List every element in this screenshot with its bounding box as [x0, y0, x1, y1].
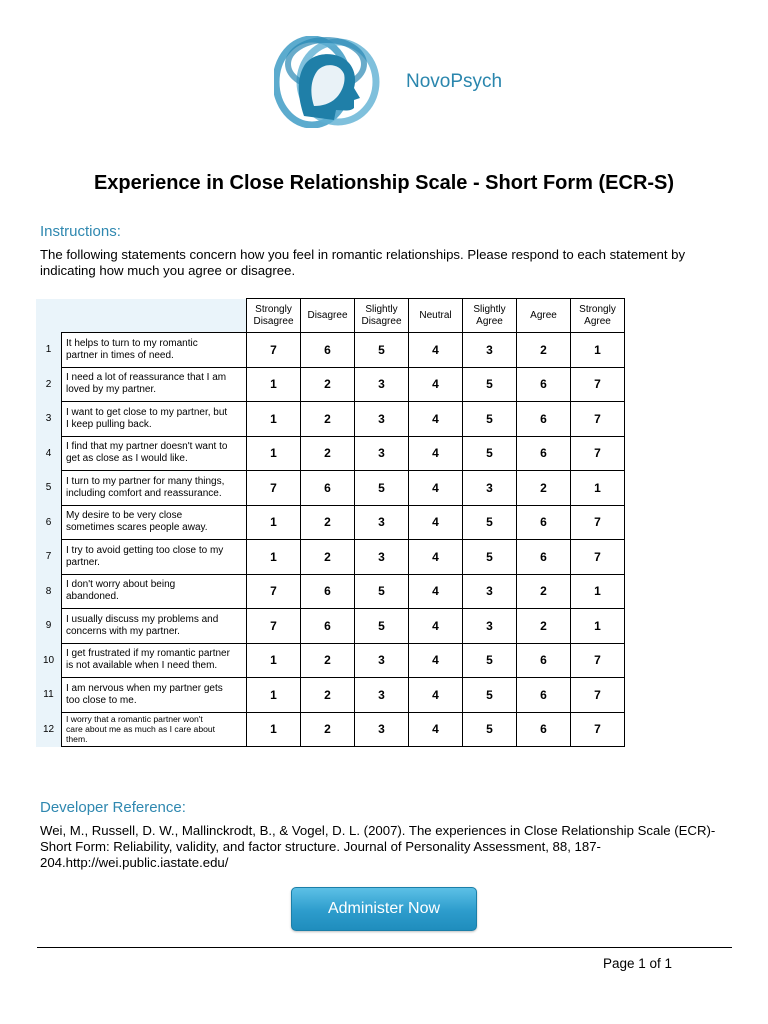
score-option[interactable]: 7: [247, 471, 301, 506]
head-profile-icon: [274, 36, 380, 128]
score-option[interactable]: 4: [409, 505, 463, 540]
score-option[interactable]: 5: [463, 712, 517, 747]
score-option[interactable]: 4: [409, 471, 463, 506]
table-row: [36, 712, 625, 747]
instructions-heading: Instructions:: [40, 223, 121, 240]
score-option[interactable]: 4: [409, 678, 463, 713]
score-option[interactable]: 4: [409, 436, 463, 471]
score-option[interactable]: 3: [463, 574, 517, 609]
table-row: [36, 471, 625, 506]
statement-line: I find that my partner doesn't want to: [66, 441, 228, 453]
score-option[interactable]: 3: [355, 678, 409, 713]
score-option[interactable]: 1: [247, 436, 301, 471]
statement-line: sometimes scares people away.: [66, 522, 208, 534]
score-option[interactable]: 6: [517, 367, 571, 402]
score-option[interactable]: 7: [571, 436, 625, 471]
score-option[interactable]: 5: [463, 402, 517, 437]
statement-line: partner.: [66, 556, 100, 568]
statement-line: loved by my partner.: [66, 384, 157, 396]
score-option[interactable]: 2: [517, 333, 571, 368]
item-number: 12: [36, 712, 62, 747]
score-option[interactable]: 4: [409, 540, 463, 575]
table-row: [36, 574, 625, 609]
statement-line: I usually discuss my problems and: [66, 613, 219, 625]
administer-now-button[interactable]: Administer Now: [291, 887, 477, 931]
score-option[interactable]: 4: [409, 333, 463, 368]
header-blank-cell: [36, 299, 247, 333]
score-option[interactable]: 2: [517, 471, 571, 506]
column-header: Disagree: [301, 299, 355, 333]
score-option[interactable]: 3: [355, 643, 409, 678]
statement-line: I worry that a romantic partner won't: [66, 714, 203, 725]
score-option[interactable]: 2: [517, 609, 571, 644]
statement-line: too close to me.: [66, 694, 137, 706]
score-option[interactable]: 7: [571, 712, 625, 747]
statement-line: I keep pulling back.: [66, 418, 152, 430]
novopsych-logo: [274, 36, 380, 128]
score-option[interactable]: 4: [409, 402, 463, 437]
score-option[interactable]: 2: [301, 678, 355, 713]
statement-line: I want to get close to my partner, but: [66, 406, 228, 418]
item-statement: [62, 436, 247, 471]
table-row: [36, 333, 625, 368]
score-option[interactable]: 5: [463, 505, 517, 540]
table-row: [36, 436, 625, 471]
score-option[interactable]: 5: [463, 367, 517, 402]
table-row: [36, 643, 625, 678]
statement-line: I need a lot of reassurance that I am: [66, 372, 227, 384]
column-header: Slightly Agree: [463, 299, 517, 333]
score-option[interactable]: 6: [517, 402, 571, 437]
page-number: Page 1 of 1: [603, 956, 673, 971]
score-option[interactable]: 2: [301, 540, 355, 575]
score-option[interactable]: 3: [355, 540, 409, 575]
score-option[interactable]: 1: [247, 678, 301, 713]
score-option[interactable]: 7: [247, 609, 301, 644]
statement-line: I am nervous when my partner gets: [66, 682, 223, 694]
table-row: [36, 540, 625, 575]
table-row: [36, 505, 625, 540]
score-option[interactable]: 2: [301, 505, 355, 540]
statement-line: get as close as I would like.: [66, 453, 188, 465]
page-title: Experience in Close Relationship Scale - Short Form (ECR-S): [93, 172, 675, 194]
score-option[interactable]: 3: [355, 402, 409, 437]
item-number: 2: [36, 367, 62, 402]
item-number: 3: [36, 402, 62, 437]
item-number: 7: [36, 540, 62, 575]
statement-line: partner in times of need.: [66, 349, 174, 361]
statement-line: It helps to turn to my romantic: [66, 337, 198, 349]
column-header: Strongly Disagree: [247, 299, 301, 333]
column-header: Neutral: [409, 299, 463, 333]
item-statement: [62, 643, 247, 678]
score-option[interactable]: 1: [247, 540, 301, 575]
score-option[interactable]: 2: [517, 574, 571, 609]
column-header: Slightly Disagree: [355, 299, 409, 333]
item-number: 8: [36, 574, 62, 609]
score-option[interactable]: 6: [517, 712, 571, 747]
item-number: 10: [36, 643, 62, 678]
item-statement: [62, 471, 247, 506]
statement-line: My desire to be very close: [66, 510, 183, 522]
item-statement: [62, 540, 247, 575]
statement-line: care about me as much as I care about: [66, 724, 216, 735]
score-option[interactable]: 3: [463, 609, 517, 644]
score-option[interactable]: 4: [409, 367, 463, 402]
score-option[interactable]: 3: [355, 436, 409, 471]
score-option[interactable]: 6: [517, 436, 571, 471]
item-number: 11: [36, 678, 62, 713]
table-header-row: [36, 299, 625, 333]
score-option[interactable]: 7: [571, 643, 625, 678]
item-number: 4: [36, 436, 62, 471]
score-option[interactable]: 6: [517, 505, 571, 540]
score-option[interactable]: 7: [247, 574, 301, 609]
score-option[interactable]: 2: [301, 402, 355, 437]
score-option[interactable]: 6: [301, 471, 355, 506]
item-statement: [62, 402, 247, 437]
score-option[interactable]: 6: [301, 333, 355, 368]
score-option[interactable]: 5: [463, 436, 517, 471]
statement-line: I try to avoid getting too close to my: [66, 544, 224, 556]
footer-divider: [37, 947, 732, 948]
statement-line: is not available when I need them.: [66, 660, 218, 672]
score-option[interactable]: 4: [409, 712, 463, 747]
score-option[interactable]: 5: [355, 471, 409, 506]
score-option[interactable]: 6: [517, 678, 571, 713]
statement-line: them.: [66, 734, 88, 745]
score-option[interactable]: 1: [571, 574, 625, 609]
table-row: [36, 678, 625, 713]
statement-line: I turn to my partner for many things,: [66, 475, 225, 487]
score-option[interactable]: 5: [355, 574, 409, 609]
statement-line: abandoned.: [66, 591, 119, 603]
score-option[interactable]: 1: [247, 712, 301, 747]
score-option[interactable]: 5: [463, 643, 517, 678]
score-option[interactable]: 3: [355, 712, 409, 747]
item-number: 5: [36, 471, 62, 506]
score-option[interactable]: 1: [247, 505, 301, 540]
table-row: [36, 402, 625, 437]
score-option[interactable]: 1: [571, 609, 625, 644]
rating-scale-table: [36, 298, 625, 747]
statement-line: including comfort and reassurance.: [66, 487, 222, 499]
score-option[interactable]: 1: [247, 643, 301, 678]
score-option[interactable]: 2: [301, 643, 355, 678]
statement-line: concerns with my partner.: [66, 625, 180, 637]
reference-heading: Developer Reference:: [40, 799, 186, 816]
score-option[interactable]: 5: [463, 540, 517, 575]
item-statement: [62, 505, 247, 540]
score-option[interactable]: 6: [517, 643, 571, 678]
statement-line: I don't worry about being: [66, 579, 176, 591]
score-option[interactable]: 5: [355, 333, 409, 368]
brand-name: NovoPsych: [406, 71, 503, 92]
score-option[interactable]: 7: [571, 678, 625, 713]
score-option[interactable]: 7: [571, 367, 625, 402]
item-statement: [62, 712, 247, 747]
score-option[interactable]: 6: [517, 540, 571, 575]
score-option[interactable]: 7: [571, 505, 625, 540]
score-option[interactable]: 3: [463, 333, 517, 368]
score-option[interactable]: 3: [355, 367, 409, 402]
item-statement: [62, 333, 247, 368]
table-row: [36, 609, 625, 644]
instructions-text: The following statements concern how you feel in romantic relationships. Please respond to each statement by indicating how much you agree or disagree.: [40, 247, 686, 278]
item-statement: [62, 367, 247, 402]
score-option[interactable]: 1: [247, 367, 301, 402]
item-statement: [62, 678, 247, 713]
statement-line: I get frustrated if my romantic partner: [66, 648, 230, 660]
item-number: 9: [36, 609, 62, 644]
item-number: 1: [36, 333, 62, 368]
column-header: Agree: [517, 299, 571, 333]
score-option[interactable]: 4: [409, 574, 463, 609]
column-header: Strongly Agree: [571, 299, 625, 333]
score-option[interactable]: 3: [463, 471, 517, 506]
score-option[interactable]: 1: [247, 402, 301, 437]
item-statement: [62, 574, 247, 609]
reference-text: Wei, M., Russell, D. W., Mallinckrodt, B., & Vogel, D. L. (2007). The experiences in Close Relationship Scale (ECR)-Short Form: Reliability, validity, and factor structure. Journal of Personality Assessment, 88, 187-204.http://wei.public.iastate.edu/: [40, 823, 716, 870]
score-option[interactable]: 4: [409, 643, 463, 678]
score-option[interactable]: 5: [463, 678, 517, 713]
score-option[interactable]: 7: [571, 402, 625, 437]
score-option[interactable]: 1: [571, 333, 625, 368]
item-number: 6: [36, 505, 62, 540]
item-statement: [62, 609, 247, 644]
score-option[interactable]: 2: [301, 712, 355, 747]
score-option[interactable]: 6: [301, 574, 355, 609]
score-option[interactable]: 1: [571, 471, 625, 506]
score-option[interactable]: 5: [355, 609, 409, 644]
score-option[interactable]: 7: [247, 333, 301, 368]
score-option[interactable]: 7: [571, 540, 625, 575]
score-option[interactable]: 6: [301, 609, 355, 644]
score-option[interactable]: 2: [301, 436, 355, 471]
table-row: [36, 367, 625, 402]
score-option[interactable]: 4: [409, 609, 463, 644]
score-option[interactable]: 2: [301, 367, 355, 402]
score-option[interactable]: 3: [355, 505, 409, 540]
